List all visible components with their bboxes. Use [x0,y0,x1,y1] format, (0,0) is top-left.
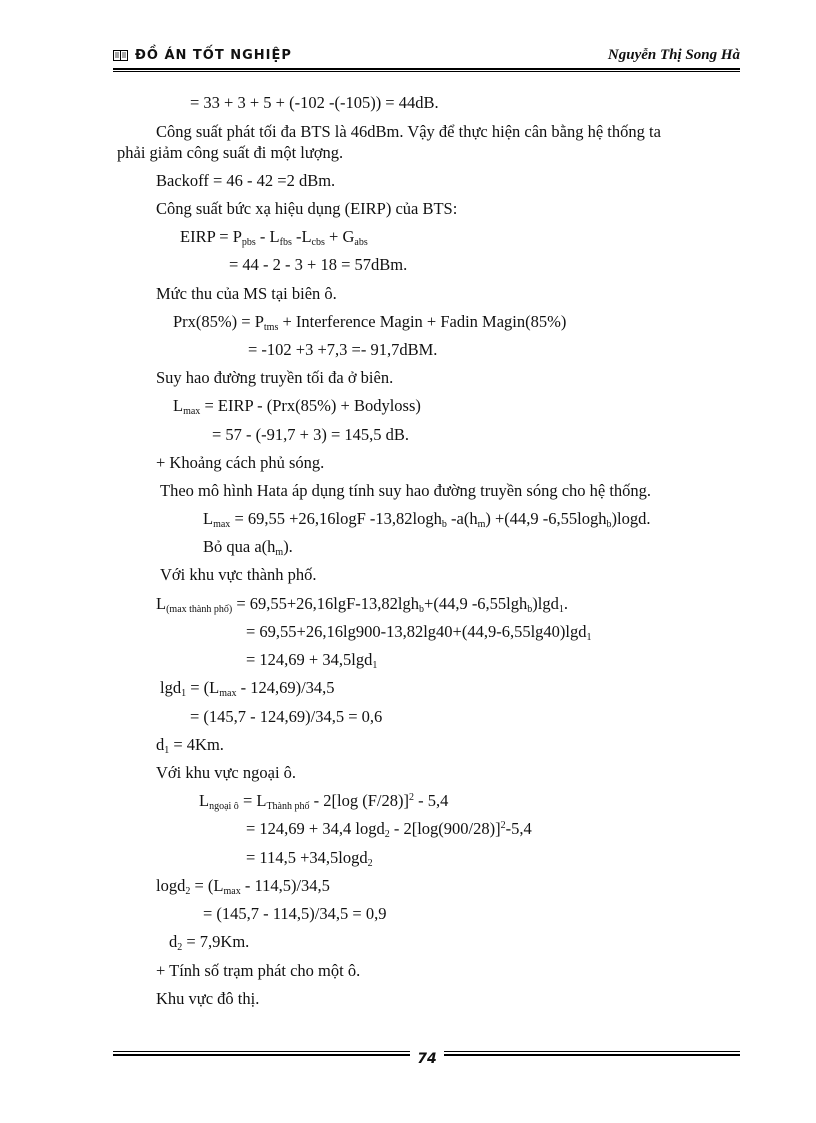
subscript: b [419,604,425,615]
equation-line [246,622,591,642]
text: = 4Km. [169,735,224,754]
page-header [113,46,740,68]
text: -L [291,227,312,246]
text: - 2[log (F/28)] [309,791,409,810]
subscript: max [183,406,201,417]
equation-line: = (145,7 - 124,69)/34,5 = 0,6 [190,707,383,726]
subscript: 2 [384,829,390,840]
equation-line [169,932,249,952]
subscript: 1 [558,604,564,615]
text: = 124,69 + 34,4 logd [246,819,385,838]
subscript: m [275,547,284,558]
paragraph-line [203,537,293,557]
subscript: 1 [181,688,187,699]
equation-line [180,227,368,247]
text: + Interference Magin + Fadin Magin(85%) [278,312,567,331]
text: L [173,396,184,415]
subscript: m [477,519,486,530]
paragraph-line: Với khu vực ngoại ô. [156,763,297,782]
subscript: 2 [177,942,183,953]
text: L [156,594,167,613]
subscript: cbs [311,237,325,248]
text: = 124,69 + 34,5lgd [246,650,373,669]
header-author: Nguyễn Thị Song Hà [607,47,740,63]
subscript: 2 [367,858,373,869]
superscript: 2 [408,792,414,803]
text: -a(h [446,509,478,528]
subscript: fbs [279,237,292,248]
paragraph-line: phải giảm công suất đi một lượng. [117,143,344,162]
text: d [169,932,178,951]
equation-line [246,650,377,670]
superscript: 2 [500,820,506,831]
text: d [156,735,165,754]
text: - 114,5)/34,5 [240,876,330,895]
text: - 5,4 [413,791,449,810]
text: + G [324,227,355,246]
paragraph-line: Mức thu của MS tại biên ô. [156,284,337,303]
text: Bỏ qua a(h [203,537,276,556]
text: +(44,9 -6,55lgh [424,594,528,613]
subscript: ngoại ô [209,801,239,812]
paragraph-line: Backoff = 46 - 42 =2 dBm. [156,171,336,190]
equation-line: = 44 - 2 - 3 + 18 = 57dBm. [229,255,408,274]
paragraph-line: + Tính số trạm phát cho một ô. [156,961,361,980]
text: = (L [186,678,220,697]
paragraph-line: Công suất phát tối đa BTS là 46dBm. Vậy để thực hiện cân bằng hệ thống ta [156,122,661,141]
subscript: max [219,688,237,699]
subscript: tms [263,322,279,333]
subscript: 2 [185,886,191,897]
paragraph-line: + Khoảng cách phủ sóng. [156,453,325,472]
subscript: b [527,604,533,615]
text: lgd [160,678,182,697]
subscript: pbs [241,237,256,248]
text: = 69,55 +26,16logF -13,82logh [230,509,442,528]
text: - 124,69)/34,5 [236,678,335,697]
text: = 69,55+26,16lg900-13,82lg40+(44,9-6,55lg40)lgd [246,622,587,641]
text: = L [238,791,267,810]
paragraph-line: Với khu vực thành phố. [160,565,317,584]
text: )lgd [532,594,559,613]
subscript: b [441,519,447,530]
text: . [563,594,568,613]
equation-line [246,819,532,839]
page-number: 74 [410,1051,444,1067]
subscript: 1 [164,745,170,756]
header-rule-thin [113,71,740,72]
text: = 69,55+26,16lgF-13,82lgh [232,594,420,613]
equation-line [246,848,373,868]
text: - L [255,227,280,246]
text: = 114,5 +34,5logd [246,848,368,867]
paragraph-line: Theo mô hình Hata áp dụng tính suy hao đường truyền sóng cho hệ thống. [160,481,652,500]
text: L [203,509,214,528]
text: Prx(85%) = P [173,312,264,331]
subscript: (max thành phố) [166,604,233,615]
subscript: max [223,886,241,897]
open-book-icon [113,50,128,61]
equation-line [203,509,650,529]
equation-line [199,791,448,811]
subscript: b [606,519,612,530]
paragraph-line: Khu vực đô thị. [156,989,260,1008]
text: ). [283,537,293,556]
equation-line: = 57 - (-91,7 + 3) = 145,5 dB. [212,425,410,444]
text: logd [156,876,186,895]
text: )logd. [611,509,651,528]
text: = (L [190,876,224,895]
subscript: 1 [586,632,592,643]
text: - 2[log(900/28)] [389,819,501,838]
text: -5,4 [505,819,532,838]
text: L [199,791,210,810]
equation-line [160,678,335,698]
subscript: Thành phố [266,801,310,812]
text: ) +(44,9 -6,55logh [485,509,607,528]
paragraph-line: Suy hao đường truyền tối đa ở biên. [156,368,394,387]
header-title: ĐỒ ÁN TỐT NGHIỆP [135,48,292,63]
equation-line [156,594,568,614]
text: = 7,9Km. [182,932,250,951]
equation-line [173,312,566,332]
header-rule [113,68,740,70]
paragraph-line: Công suất bức xạ hiệu dụng (EIRP) của BTS: [156,199,458,218]
equation-line [173,396,421,416]
text: EIRP = P [180,227,242,246]
equation-line: = (145,7 - 114,5)/34,5 = 0,9 [203,904,387,923]
subscript: max [213,519,231,530]
equation-line [156,735,224,755]
text: = EIRP - (Prx(85%) + Bodyloss) [200,396,421,415]
subscript: abs [354,237,368,248]
equation-line: = -102 +3 +7,3 =- 91,7dBM. [248,340,438,359]
equation-line: = 33 + 3 + 5 + (-102 -(-105)) = 44dB. [190,93,439,112]
subscript: 1 [372,660,378,671]
equation-line [156,876,330,896]
